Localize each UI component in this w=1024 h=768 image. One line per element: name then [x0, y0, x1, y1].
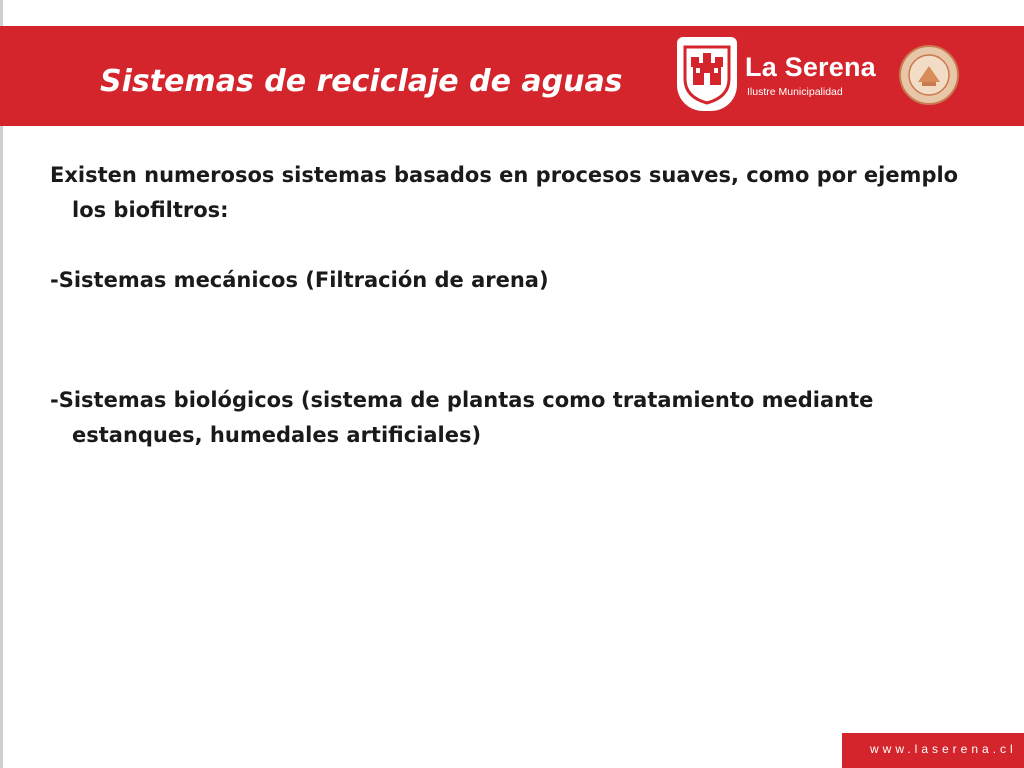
brand-subtitle: Ilustre Municipalidad [747, 86, 843, 98]
castle-shield-icon [677, 37, 737, 111]
footer-url: www.laserena.cl [870, 742, 1017, 756]
brand-name: La Serena [745, 52, 876, 82]
paragraph-biological: -Sistemas biológicos (sistema de plantas como tratamiento mediante estanques, humedales artificiales) [50, 388, 874, 447]
castle-shield-graphic [681, 43, 733, 105]
paragraph-mechanical: -Sistemas mecánicos (Filtración de arena) [50, 268, 549, 292]
slide-body [50, 158, 970, 453]
paragraph-intro: Existen numerosos sistemas basados en procesos suaves, como por ejemplo los biofiltros: [50, 163, 959, 222]
circular-seal-icon [898, 44, 960, 106]
slide-title: Sistemas de reciclaje de aguas [100, 64, 623, 99]
